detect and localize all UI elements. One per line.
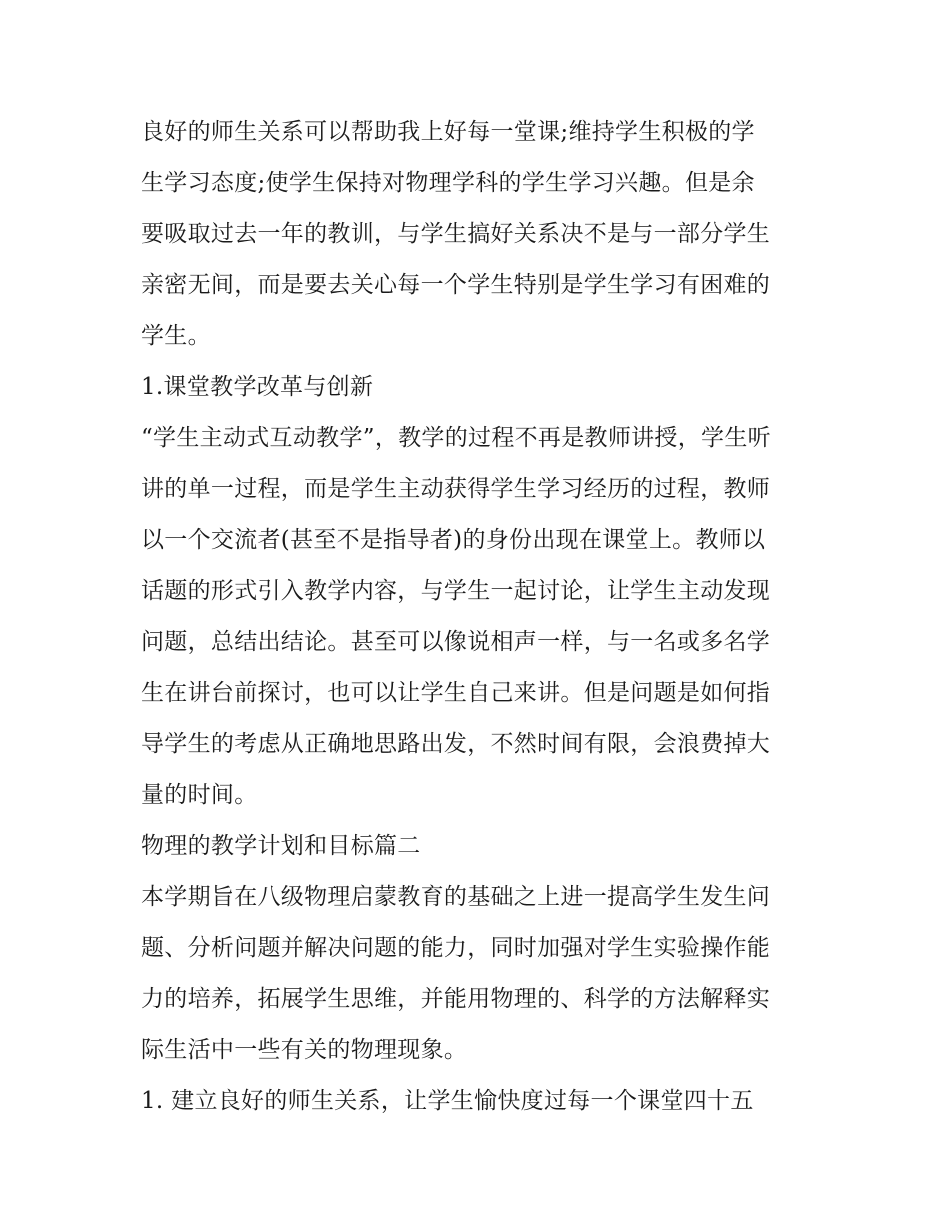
text-line: 导学生的考虑从正确地思路出发，不然时间有限，会浪费掉大 xyxy=(141,731,771,757)
text-line: 讲的单一过程，而是学生主动获得学生学习经历的过程，教师 xyxy=(141,476,771,502)
text-line: 本学期旨在八级物理启蒙教育的基础之上进一提高学生发生问 xyxy=(141,884,771,910)
text-line: 量的时间。 xyxy=(141,782,258,808)
document-page xyxy=(141,107,821,1127)
text-line: 际生活中一些有关的物理现象。 xyxy=(141,1037,468,1063)
text-line: 问题，总结出结论。甚至可以像说相声一样，与一名或多名学 xyxy=(141,629,771,655)
text-line: 话题的形式引入教学内容，与学生一起讨论，让学生主动发现 xyxy=(141,578,771,604)
text-line: 亲密无间，而是要去关心每一个学生特别是学生学习有困难的 xyxy=(141,272,771,298)
text-line: 良好的师生关系可以帮助我上好每一堂课;维持学生积极的学 xyxy=(141,119,755,145)
list-item: 1. 建立良好的师生关系，让学生愉快度过每一个课堂四十五 xyxy=(141,1088,754,1114)
text-line: 生在讲台前探讨，也可以让学生自己来讲。但是问题是如何指 xyxy=(141,680,771,706)
text-line: 生学习态度;使学生保持对物理学科的学生学习兴趣。但是余 xyxy=(141,170,755,196)
text-line: 题、分析问题并解决问题的能力，同时加强对学生实验操作能 xyxy=(141,935,771,961)
text-line: 力的培养，拓展学生思维，并能用物理的、科学的方法解释实 xyxy=(141,986,771,1012)
section-title: 物理的教学计划和目标篇二 xyxy=(141,833,421,859)
section-heading: 1.课堂教学改革与创新 xyxy=(141,374,374,400)
text-line: “学生主动式互动教学”，教学的过程不再是教师讲授，学生听 xyxy=(141,425,771,451)
text-line: 学生。 xyxy=(141,323,211,349)
text-line: 以一个交流者(甚至不是指导者)的身份出现在课堂上。教师以 xyxy=(141,527,766,553)
text-line: 要吸取过去一年的教训，与学生搞好关系决不是与一部分学生 xyxy=(141,221,771,247)
